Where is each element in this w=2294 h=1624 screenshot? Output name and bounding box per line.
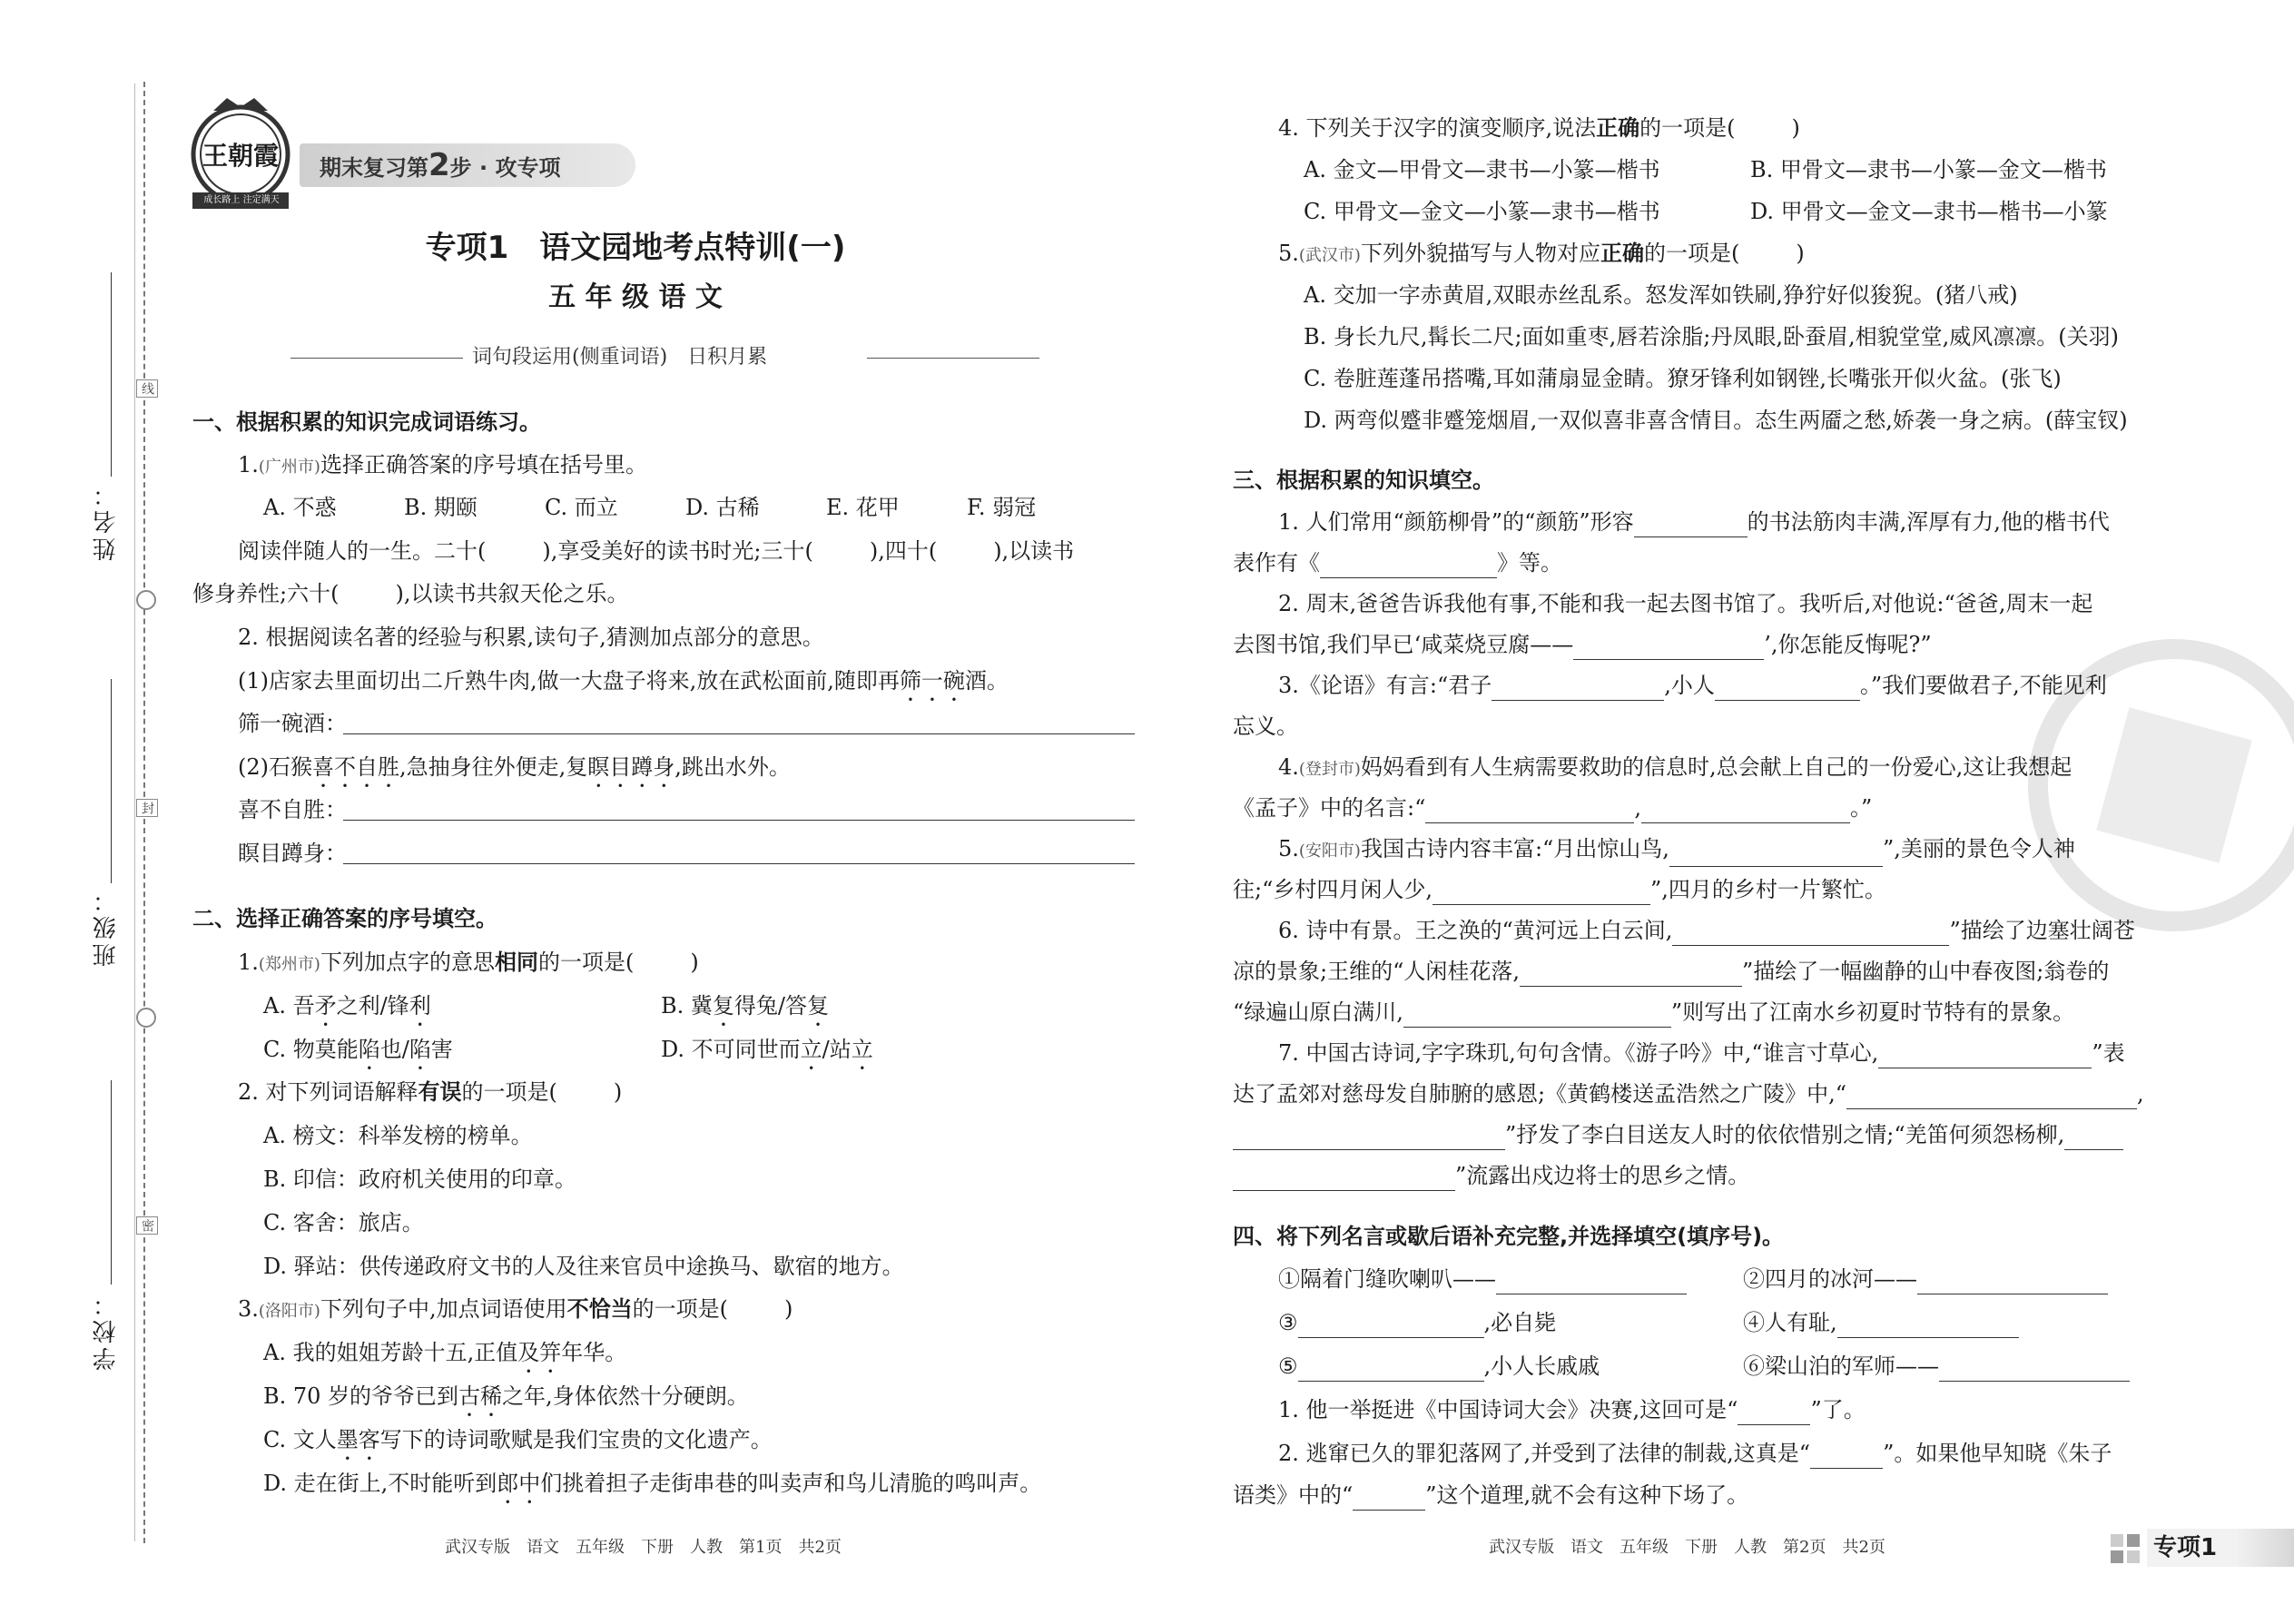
binding-hole-icon [136,1008,156,1028]
page-title: 专项1 语文园地考点特训(一) [425,230,846,266]
s2-q2-option-d: D. 驿站：供传递政府文书的人及往来官员中途换马、歇宿的地方。 [263,1254,904,1279]
s2-q1-option-c: C. 物莫能陷也/陷害 [263,1037,453,1062]
s4-item-3: ③ ,必自毙 [1278,1307,1556,1338]
answer-blank[interactable] [1233,1166,1455,1191]
answer-blank[interactable] [1425,799,1634,823]
s3-q3-line2: 忘义。 [1233,714,1298,739]
answer-blank[interactable] [1233,1126,1505,1150]
corner-marker [2111,1534,2123,1547]
s4-item-2: ②四月的冰河—— [1743,1264,2108,1294]
s1-q2-label3: 瞑目蹲身： [238,841,347,866]
s1-q2-label1: 筛一碗酒： [238,711,347,736]
tagline: 词句段运用(侧重词语) 日积月累 [472,346,768,369]
s2-q2-option-b: B. 印信：政府机关使用的印章。 [263,1166,576,1192]
answer-blank[interactable] [1939,1357,2130,1382]
s2-q3-option-c: C. 文人墨客写下的诗词歌赋是我们宝贵的文化遗产。 [263,1427,773,1452]
answer-blank[interactable] [1573,635,1764,660]
s1-q1-option-f: F. 弱冠 [967,495,1037,520]
s3-q6-line1: 6. 诗中有景。王之涣的“黄河远上白云间, ”描绘了边塞壮阔苍 [1278,915,2135,946]
tagline-rule-left [290,358,463,359]
s1-q1-paragraph-line1: 阅读伴随人的一生。二十( ),享受美好的读书时光;三十( ),四十( ),以读书 [238,538,1075,564]
answer-blank[interactable] [1298,1314,1484,1338]
s3-q6-line2: 凉的景象;王维的“人闲桂花落, ”描绘了一幅幽静的山中春夜图;翁卷的 [1233,956,2109,987]
answer-line[interactable] [343,863,1135,864]
footer-left: 武汉专版 语文 五年级 下册 人教 第1页 共2页 [445,1538,842,1557]
answer-blank[interactable] [2064,1126,2123,1150]
banner-text: 期末复习第2步 · 攻专项 [320,147,561,183]
s3-q5-line1: 5.(安阳市)我国古诗内容丰富:“月出惊山鸟, ”,美丽的景色令人神 [1278,833,2075,867]
s2-q1: 1.(郑州市)下列加点字的意思相同的一项是( ) [238,950,699,975]
r-q5: 5.(武汉市)下列外貌描写与人物对应正确的一项是( ) [1278,241,1805,266]
s3-q4-line1: 4.(登封市)妈妈看到有人生病需要救助的信息时,总会献上自己的一份爱心,这让我想起 [1278,754,2072,780]
corner-marker [2127,1534,2140,1547]
r-q5-option-b: B. 身长九尺,髯长二尺;面如重枣,唇若涂脂;丹凤眼,卧蚕眉,相貌堂堂,威风凛凛。(关羽) [1304,324,2119,349]
s2-q3: 3.(洛阳市)下列句子中,加点词语使用不恰当的一项是( ) [238,1296,793,1322]
s1-q2-label2: 喜不自胜： [238,797,347,822]
name-label: 姓名： [93,479,120,561]
answer-blank[interactable] [1403,1003,1671,1028]
s3-q7-line1: 7. 中国古诗词,字字珠玑,句句含情。《游子吟》中,“谁言寸草心, ”表 [1278,1038,2125,1068]
answer-blank[interactable] [1917,1270,2108,1294]
section-tab-label: 专项1 [2153,1534,2218,1561]
s2-q1-option-d: D. 不可同世而立/站立 [661,1037,873,1062]
s3-q3-line1: 3.《论语》有言:“君子 ,小人 。”我们要做君子,不能见利 [1278,670,2107,701]
answer-blank[interactable] [1810,1444,1883,1469]
r-q4-option-d: D. 甲骨文—金文—隶书—楷书—小篆 [1750,199,2108,224]
s1-q1-option-c: C. 而立 [545,495,618,520]
class-field[interactable] [111,679,112,883]
r-q4-option-b: B. 甲骨文—隶书—小篆—金文—楷书 [1750,157,2107,182]
answer-blank[interactable] [1353,1486,1425,1511]
tagline-rule-right [867,358,1039,359]
section4-heading: 四、将下列名言或歇后语补充完整,并选择填空(填序号)。 [1233,1224,1785,1249]
s3-q2-line2: 去图书馆,我们早已‘咸菜烧豆腐—— ’,你怎能反悔呢?” [1233,629,1932,660]
binding-hole-icon [136,590,156,610]
answer-blank[interactable] [1492,676,1664,701]
answer-blank[interactable] [1738,1401,1810,1425]
logo-slogan: 成长路上 注定满天 [203,195,280,205]
answer-blank[interactable] [1433,881,1650,905]
s3-q7-line4: ”流露出戍边将士的思乡之情。 [1233,1160,1749,1191]
answer-line[interactable] [343,820,1135,821]
r-q4-option-a: A. 金文—甲骨文—隶书—小篆—楷书 [1304,157,1660,182]
page-subtitle: 五 年 级 语 文 [548,281,723,313]
s2-q3-option-b: B. 70 岁的爷爷已到古稀之年,身体依然十分硬朗。 [263,1383,749,1409]
s1-q2: 2. 根据阅读名著的经验与积累,读句子,猜测加点部分的意思。 [238,625,824,650]
answer-blank[interactable] [1298,1357,1484,1382]
answer-blank[interactable] [1641,799,1850,823]
answer-blank[interactable] [1320,554,1497,578]
seal-char-mi: 密 [136,1216,158,1235]
footer-right: 武汉专版 语文 五年级 下册 人教 第2页 共2页 [1489,1538,1885,1557]
seal-char-xian: 线 [136,379,158,398]
r-q5-option-d: D. 两弯似蹙非蹙笼烟眉,一双似喜非喜含情目。态生两靥之愁,娇袭一身之病。(薛宝钗) [1304,408,2128,433]
s1-q1-option-a: A. 不惑 [263,495,337,520]
class-label: 班级： [93,885,120,967]
answer-blank[interactable] [1878,1044,2092,1068]
s4-q2-line1: 2. 逃窜已久的罪犯落网了,并受到了法律的制裁,这真是“ ”。如果他早知晓《朱子 [1278,1438,2112,1469]
s1-q1-option-b: B. 期颐 [404,495,478,520]
s4-item-6: ⑥梁山泊的军师—— [1743,1351,2130,1382]
s3-q1-line1: 1. 人们常用“颜筋柳骨”的“颜筋”形容 的书法筋肉丰满,浑厚有力,他的楷书代 [1278,507,2110,537]
s1-q2-sentence2: (2)石猴喜不自胜,急抽身往外便走,复瞑目蹲身,跳出水外。 [238,754,791,780]
s1-q1: 1.(广州市)选择正确答案的序号填在括号里。 [238,452,647,477]
answer-blank[interactable] [1672,921,1949,946]
school-label: 学校： [93,1289,120,1371]
answer-blank[interactable] [1669,842,1883,867]
s4-q1: 1. 他一举挺进《中国诗词大会》决赛,这回可是“ ”了。 [1278,1394,1866,1425]
s4-item-4: ④人有耻, [1743,1307,2019,1338]
answer-blank[interactable] [1496,1270,1687,1294]
s3-q2-line1: 2. 周末,爸爸告诉我他有事,不能和我一起去图书馆了。我听后,对他说:“爸爸,周末一起 [1278,591,2093,616]
section1-heading: 一、根据积累的知识完成词语练习。 [192,409,541,435]
school-field[interactable] [111,1080,112,1284]
s2-q1-option-b: B. 冀复得兔/答复 [661,993,829,1019]
r-q4: 4. 下列关于汉字的演变顺序,说法正确的一项是( ) [1278,115,1800,141]
s2-q3-option-a: A. 我的姐姐芳龄十五,正值及笄年华。 [263,1340,627,1365]
s3-q7-line3: ”抒发了李白目送友人时的依依惜别之情;“羌笛何须怨杨柳, [1233,1119,2123,1150]
s2-q2: 2. 对下列词语解释有误的一项是( ) [238,1079,623,1105]
answer-line[interactable] [343,733,1135,734]
s2-q2-option-a: A. 榜文：科举发榜的榜单。 [263,1123,533,1148]
s2-q2-option-c: C. 客舍：旅店。 [263,1210,424,1235]
r-q4-option-c: C. 甲骨文—金文—小篆—隶书—楷书 [1304,199,1660,224]
brand-logo [182,91,300,209]
r-q5-option-c: C. 卷脏莲蓬吊搭嘴,耳如蒲扇显金睛。獠牙锋利如钢锉,长嘴张开似火盆。(张飞) [1304,366,2062,391]
s3-q1-line2: 表作有《 》等。 [1233,547,1562,578]
r-q5-option-a: A. 交加一字赤黄眉,双眼赤丝乱系。怒发浑如铁刷,狰狞好似狻猊。(猪八戒) [1304,282,2018,308]
s3-q7-line2: 达了孟郊对慈母发自肺腑的感恩;《黄鹤楼送孟浩然之广陵》中,“ , [1233,1078,2144,1109]
answer-blank[interactable] [1837,1314,2019,1338]
answer-blank[interactable] [1520,962,1742,987]
logo-text: 王朝霞 [202,141,279,171]
corner-marker [2111,1550,2123,1563]
s3-q6-line3: “绿遍山原白满川, ”则写出了江南水乡初夏时节特有的景象。 [1233,997,2074,1028]
s4-item-1: ①隔着门缝吹喇叭—— [1278,1264,1687,1294]
section3-heading: 三、根据积累的知识填空。 [1233,468,1494,493]
seal-char-feng: 封 [136,799,158,817]
answer-blank[interactable] [1846,1085,2137,1109]
s3-q4-line2: 《孟子》中的名言:“ , 。” [1233,792,1872,823]
section2-heading: 二、选择正确答案的序号填空。 [192,906,497,931]
s1-q1-option-e: E. 花甲 [826,495,900,520]
answer-blank[interactable] [1715,676,1860,701]
s2-q3-option-d: D. 走在街上,不时能听到郎中们挑着担子走街串巷的叫卖声和鸟儿清脆的鸣叫声。 [263,1471,1042,1496]
answer-blank[interactable] [1634,513,1748,537]
corner-marker [2127,1550,2140,1563]
s1-q1-option-d: D. 古稀 [685,495,760,520]
s4-item-5: ⑤ ,小人长戚戚 [1278,1351,1600,1382]
s1-q1-paragraph-line2: 修身养性;六十( ),以读书共叙天伦之乐。 [192,581,629,606]
s3-q5-line2: 往;“乡村四月闲人少, ”,四月的乡村一片繁忙。 [1233,874,1886,905]
s1-q2-sentence1: (1)店家去里面切出二斤熟牛肉,做一大盘子将来,放在武松面前,随即再筛一碗酒。 [238,668,1009,694]
s2-q1-option-a: A. 吾矛之利/锋利 [263,993,431,1019]
s4-q2-line2: 语类》中的“ ”这个道理,就不会有这种下场了。 [1233,1480,1748,1511]
